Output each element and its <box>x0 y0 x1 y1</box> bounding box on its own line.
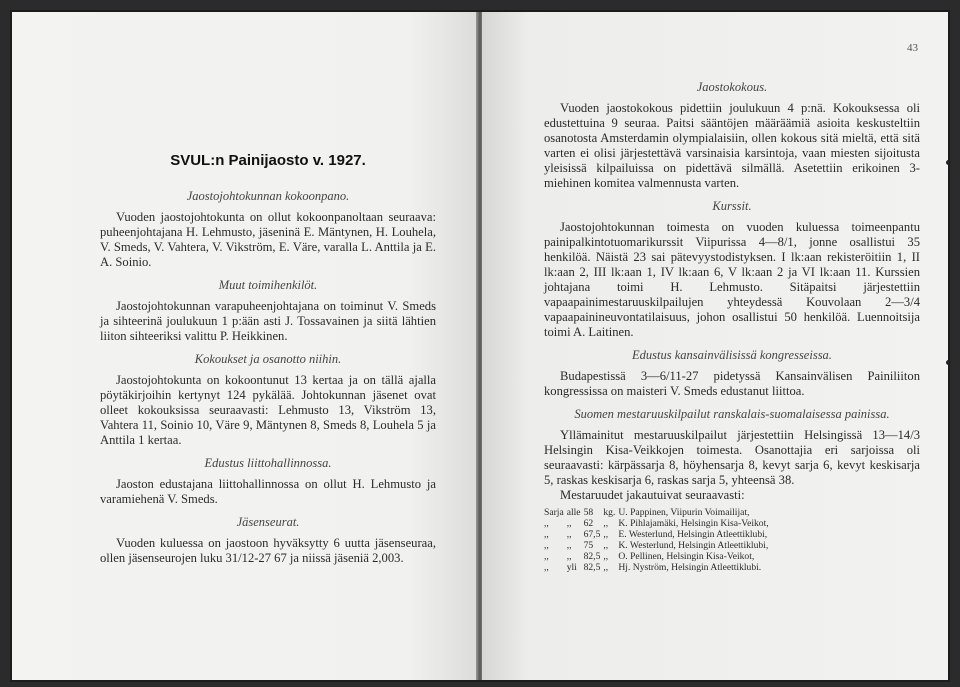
section-title: Jaostokokous. <box>696 80 768 94</box>
table-cell: ,, <box>544 562 549 573</box>
table-cell: Sarja <box>544 507 564 518</box>
table-cell: E. Westerlund, Helsingin Atleettiklubi, <box>618 529 768 540</box>
section-paragraph: Jaostojohtokunnan varapuheenjohtajana on toiminut V. Smeds ja sihteerinä joulukuun 1 p:ään asti J. Tossavainen ja siitä lähtien liiton sihteeriksi valittu P. Heikkinen. <box>100 299 436 343</box>
table-row <box>544 562 772 573</box>
table-cell: yli <box>566 562 577 573</box>
section-paragraph: Vuoden jaostokokous pidettiin joulukuun 4 p:nä. Kokouksessa oli edustettuina 9 seuraa. Paitsi sääntöjen määräämiä asioita keskusteltiin osanotosta Amsterdamin olympialaisiin, ollen kokous sitä mieltä, että sitä varten ei olisi järjestettävä varsinaisia karsintoja, vaan miesten sijoitusta yleisissä kilpailuissa on pidettävä silmällä. Asetettiin erikoinen 3-miehinen komitea valmennusta varten. <box>544 101 920 190</box>
section-title: Edustus kansainvälisissä kongresseissa. <box>632 348 832 362</box>
table-cell: 62 <box>583 518 594 529</box>
table-row <box>544 551 772 562</box>
section-paragraph: Yllämainitut mestaruuskilpailut järjestettiin Helsingissä 13—14/3 Helsingin Kisa-Veikkojen toimesta. Osanottajia eri sarjoissa oli seuraavasti: kärpässarja 8, höyhensarja 8, kevyt sarja 6, kevyt keskisarja 5, raskas keskisarja 6, raskas sarja 5, yhteensä 38. <box>544 428 920 487</box>
table-cell: ,, <box>544 540 549 551</box>
section-title: Kokoukset ja osanotto niihin. <box>194 352 342 366</box>
left-page <box>12 12 478 680</box>
section-paragraph: Budapestissä 3—6/11-27 pidetyssä Kansainvälisen Painiliiton kongressissa on maisteri V. Smeds edustanut liittoa. <box>544 369 920 398</box>
table-cell: ,, <box>603 529 609 540</box>
table-cell: ,, <box>566 518 572 529</box>
table-cell: kg. <box>603 507 616 518</box>
right-page <box>482 12 948 680</box>
table-cell: ,, <box>566 540 572 551</box>
table-cell: 82,5 <box>583 562 601 573</box>
table-row <box>544 529 772 540</box>
page-heading: SVUL:n Painijaosto v. 1927. <box>170 152 366 169</box>
table-cell: ,, <box>566 529 572 540</box>
section-paragraph: Jaoston edustajana liittohallinnossa on ollut H. Lehmusto ja varamiehenä V. Smeds. <box>100 477 436 506</box>
right-sections <box>544 80 920 503</box>
left-sections <box>100 189 436 566</box>
table-cell: U. Pappinen, Viipurin Voimailijat, <box>618 507 750 518</box>
section-paragraph: Mestaruudet jakautuivat seuraavasti: <box>560 488 745 502</box>
section-title: Jäsenseurat. <box>236 515 300 529</box>
table-cell: Hj. Nyström, Helsingin Atleettiklubi. <box>618 562 762 573</box>
table-row <box>544 507 772 518</box>
table-cell: 75 <box>583 540 594 551</box>
page-number: 43 <box>907 42 918 54</box>
table-cell: 58 <box>583 507 594 518</box>
margin-mark <box>946 360 951 365</box>
table-cell: alle <box>566 507 581 518</box>
section-title: Jaostojohtokunnan kokoonpano. <box>186 189 350 203</box>
section-title: Kurssit. <box>712 199 752 213</box>
table-cell: 82,5 <box>583 551 601 562</box>
table-cell: ,, <box>603 562 609 573</box>
table-cell: ,, <box>603 551 609 562</box>
section-title: Muut toimihenkilöt. <box>218 278 318 292</box>
section-paragraph: Vuoden kuluessa on jaostoon hyväksytty 6 uutta jäsenseuraa, ollen jäsenseurojen luku 31/12-27 67 ja niissä jäseniä 2,003. <box>100 536 436 565</box>
section-paragraph: Vuoden jaostojohtokunta on ollut kokoonpanoltaan seuraava: puheenjohtajana H. Lehmusto, jäseninä E. Mäntynen, H. Louhela, V. Smeds, V. Vahtera, V. Vikström, E. Väre, varalla L. Anttila ja E. A. Soinio. <box>100 210 436 269</box>
table-cell: ,, <box>544 529 549 540</box>
section-paragraph: Jaostojohtokunnan toimesta on vuoden kuluessa toimeenpantu painipalkintotuomarikurssit Viipurissa 4—8/1, jonne osallistui 35 henkilöä. Näistä 23 sai pätevyystodistyksen. I lk:aan rekisteröitiin 1, II lk:aan 2, III lk:aan 1, IV lk:aan 6, V lk:aan 2 ja VI lk:aan 11. Kurssien johtajana toimi H. Lehmusto. Sitäpaitsi järjestettiin vapaapainimestaruuskilpailujen yhteydessä Kouvolaan 2—3/4 vapaapainineuvontatilaisuus, johon osallistui 50 henkilöä. Luennoitsija toimi A. Laitinen. <box>544 220 920 339</box>
table-cell: 67,5 <box>583 529 601 540</box>
table-cell: ,, <box>544 518 549 529</box>
table-cell: ,, <box>603 540 609 551</box>
margin-mark <box>946 160 951 165</box>
table-cell: O. Pellinen, Helsingin Kisa-Veikot, <box>618 551 755 562</box>
table-row <box>544 540 772 551</box>
table-cell: ,, <box>603 518 609 529</box>
book-spread <box>12 12 948 680</box>
section-paragraph: Jaostojohtokunta on kokoontunut 13 kertaa ja on tällä ajalla pöytäkirjoihin kertynyt 124 pykälää. Johtokunnan jäsenet ovat olleet kokouksissa seuraavasti: Lehmusto 13, Vikström 13, Vahtera 11, Soinio 10, Väre 9, Mäntynen 8, Smeds 8, Louhela 5 ja Anttila 1 kertaa. <box>100 373 436 447</box>
table-cell: K. Westerlund, Helsingin Atleettiklubi, <box>618 540 769 551</box>
section-title: Suomen mestaruuskilpailut ranskalais-suomalaisessa painissa. <box>574 407 890 421</box>
table-cell: K. Pihlajamäki, Helsingin Kisa-Veikot, <box>618 518 769 529</box>
results-table <box>544 507 772 573</box>
table-cell: ,, <box>544 551 549 562</box>
section-title: Edustus liittohallinnossa. <box>204 456 332 470</box>
table-row <box>544 518 772 529</box>
table-cell: ,, <box>566 551 572 562</box>
